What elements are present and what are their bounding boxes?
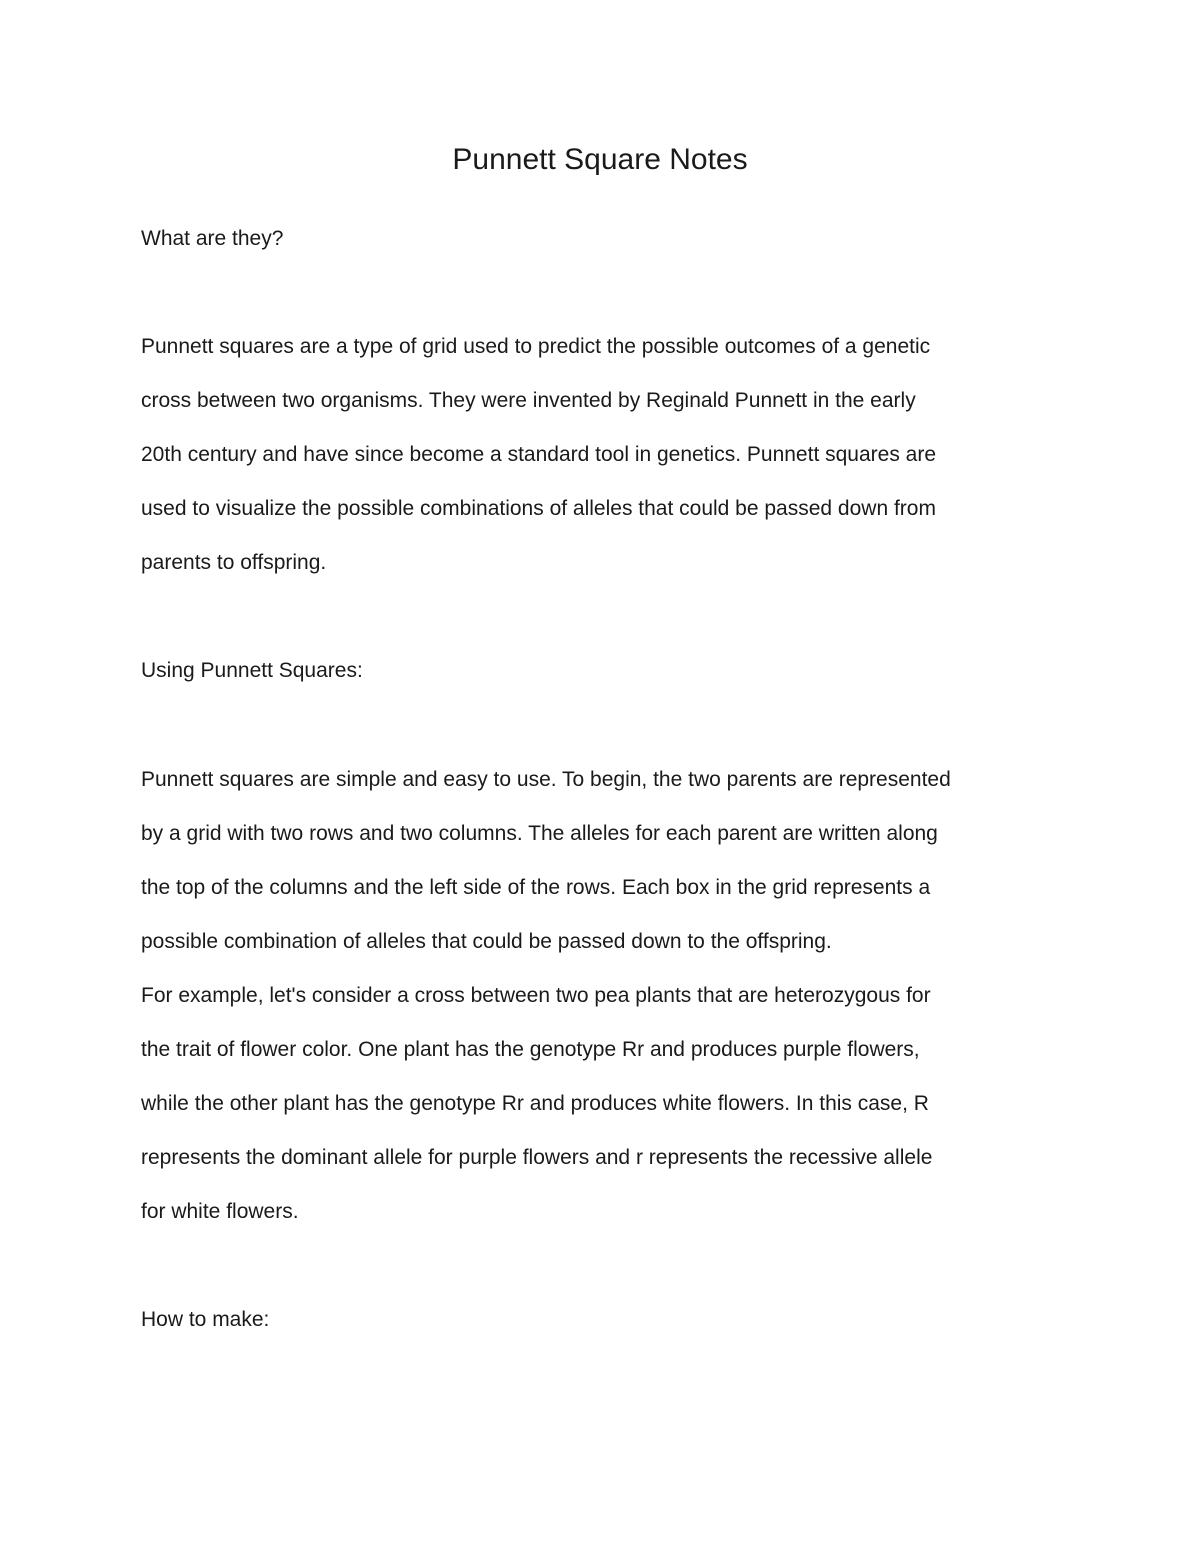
paragraph-line: represents the dominant allele for purple flowers and r represents the recessive allele <box>141 1146 933 1169</box>
paragraph-line: possible combination of alleles that could be passed down to the offspring. <box>141 930 832 953</box>
paragraph-line: by a grid with two rows and two columns. The alleles for each parent are written along <box>141 822 938 845</box>
paragraph-line: Punnett squares are simple and easy to use. To begin, the two parents are represented <box>141 768 951 791</box>
paragraph-line: parents to offspring. <box>141 551 327 574</box>
paragraph-line: used to visualize the possible combinations of alleles that could be passed down from <box>141 497 936 520</box>
paragraph-line: Punnett squares are a type of grid used to predict the possible outcomes of a genetic <box>141 335 931 358</box>
paragraph-line: 20th century and have since become a standard tool in genetics. Punnett squares are <box>141 443 937 466</box>
paragraph-line: the trait of flower color. One plant has the genotype Rr and produces purple flowers, <box>141 1038 920 1061</box>
section-heading-how-to-make: How to make: <box>141 1308 270 1331</box>
section-heading-what-are-they: What are they? <box>141 227 284 250</box>
paragraph-line: cross between two organisms. They were invented by Reginald Punnett in the early <box>141 389 916 412</box>
paragraph-line: for white flowers. <box>141 1200 299 1223</box>
section-heading-using-punnett-squares: Using Punnett Squares: <box>141 659 363 682</box>
document-title: Punnett Square Notes <box>452 143 748 176</box>
paragraph-line: while the other plant has the genotype Rr and produces white flowers. In this case, R <box>141 1092 929 1115</box>
paragraph-line: For example, let's consider a cross between two pea plants that are heterozygous for <box>141 984 931 1007</box>
paragraph-line: the top of the columns and the left side of the rows. Each box in the grid represents a <box>141 876 931 899</box>
